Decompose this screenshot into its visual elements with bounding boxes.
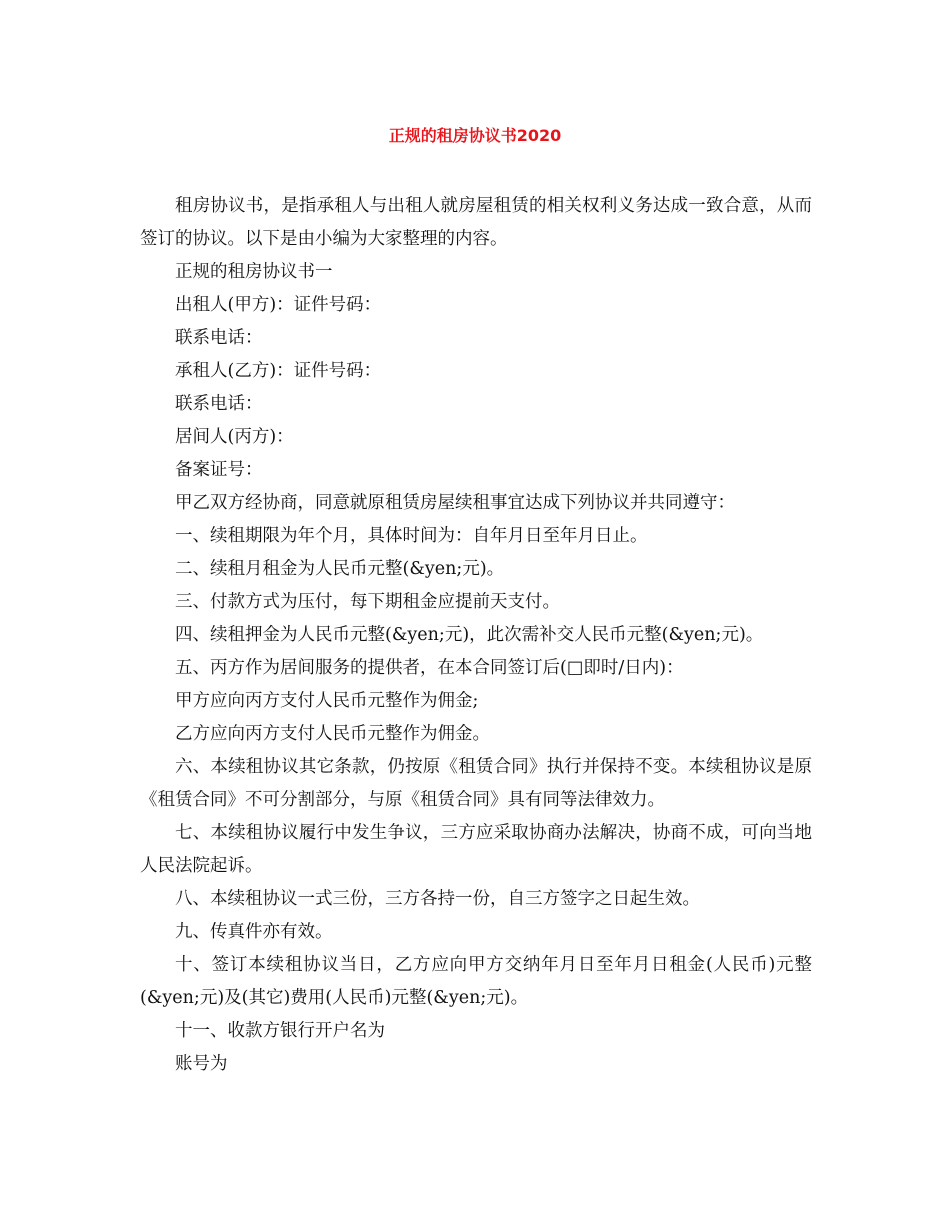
paragraph-clause-11: 十一、收款方银行开户名为 — [175, 1021, 385, 1041]
paragraph-clause-4: 四、续租押金为人民币元整(&yen;元)，此次需补交人民币元整(&yen;元)。 — [175, 625, 764, 645]
paragraph-clause-10: 十、签订本续租协议当日，乙方应向甲方交纳年月日至年月日租金(人民币)元整(&yen;元)及(其它)费用(人民币)元整(&yen;元)。 — [140, 955, 812, 1008]
paragraph-clause-6: 六、本续租协议其它条款，仍按原《租赁合同》执行并保持不变。本续租协议是原《租赁合同》不可分割部分，与原《租赁合同》具有同等法律效力。 — [140, 757, 812, 810]
paragraph-account-number: 账号为 — [175, 1054, 228, 1074]
paragraph-intermediary: 居间人(丙方)： — [175, 427, 294, 447]
paragraph-lessor-phone: 联系电话： — [175, 328, 263, 348]
paragraph-clause-2: 二、续租月租金为人民币元整(&yen;元)。 — [175, 559, 505, 579]
paragraph-clause-3: 三、付款方式为压付，每下期租金应提前天支付。 — [175, 592, 560, 612]
paragraph-record-number: 备案证号： — [175, 460, 263, 480]
paragraph-clause-5: 五、丙方作为居间服务的提供者，在本合同签订后(□即时/日内)： — [175, 658, 684, 678]
paragraph-clause-8: 八、本续租协议一式三份，三方各持一份，自三方签字之日起生效。 — [175, 889, 700, 909]
paragraph-lessee-phone: 联系电话： — [175, 394, 263, 414]
document-body — [140, 190, 812, 1081]
paragraph-clause-1: 一、续租期限为年个月，具体时间为：自年月日至年月日止。 — [175, 526, 648, 546]
paragraph-clause-5-b: 乙方应向丙方支付人民币元整作为佣金。 — [175, 724, 490, 744]
paragraph-agreement-intro: 甲乙双方经协商，同意就原租赁房屋续租事宜达成下列协议并共同遵守： — [175, 493, 735, 513]
paragraph-clause-7: 七、本续租协议履行中发生争议，三方应采取协商办法解决，协商不成，可向当地人民法院起诉。 — [140, 823, 812, 876]
paragraph-lessor: 出租人(甲方)：证件号码： — [175, 295, 382, 315]
paragraph-subtitle: 正规的租房协议书一 — [175, 262, 333, 282]
paragraph-lessee: 承租人(乙方)：证件号码： — [175, 361, 382, 381]
paragraph-clause-9: 九、传真件亦有效。 — [175, 922, 333, 942]
paragraph-clause-5-a: 甲方应向丙方支付人民币元整作为佣金; — [175, 691, 479, 711]
paragraph-intro: 租房协议书，是指承租人与出租人就房屋租赁的相关权利义务达成一致合意，从而签订的协议。以下是由小编为大家整理的内容。 — [140, 196, 812, 249]
document-title: 正规的租房协议书2020 — [388, 126, 562, 145]
